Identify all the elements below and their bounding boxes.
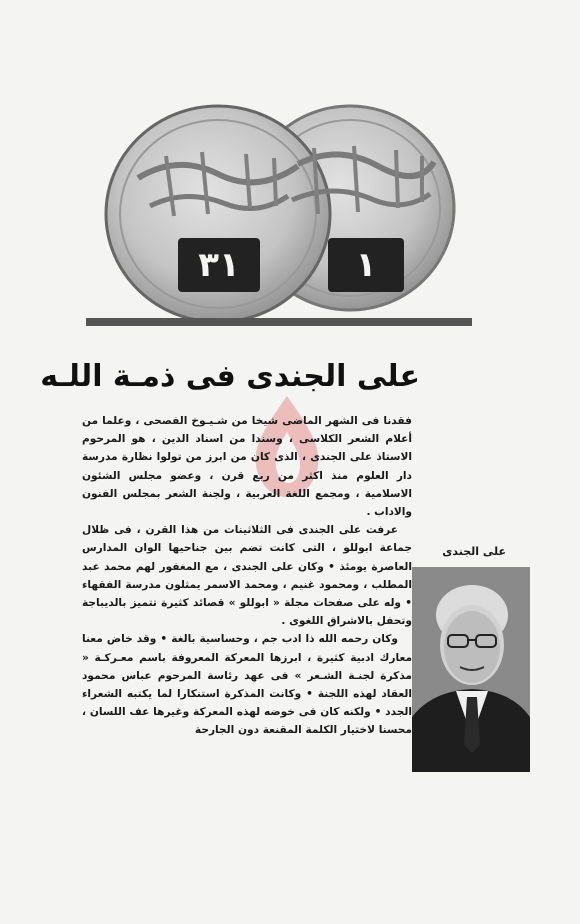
article-body	[82, 412, 412, 740]
paragraph: فقدنا فى الشهر الماضى شيخا من شـيـوخ الفصحى ، وعلما من أعلام الشعر الكلاسى ، وسندا من اسناد الدين ، هو المرحوم الاستاذ على الجندى ، الذى كان من ابرز من تولوا نظارة مدرسة دار العلوم منذ اكثر من ربع قرن ، وعضو مجلس الشئون الاسلامية ، ومجمع اللغة العربية ، ولجنة الشعر بمجلس الفنون والاداب .	[82, 415, 412, 519]
paragraph: عرفت على الجندى فى الثلاثينات من هذا القرن ، فى ظلال جماعة ابوللو ، التى كانت تضم بين جناحيها الوان المدارس العاصرة يومئذ • وكان على الجندى ، مع المغفور لهم محمد عبد المطلب ، ومحمود غنيم ، ومحمد الاسمر يمثلون مدرسة الفقهاء • وله على صفحات مجلة « ابوللو » قصائد كثيرة تتميز بالديباجة وتحفل بالاشراق اللغوى .	[82, 524, 412, 628]
article-headline: على الجندى فى ذمـة اللـه	[40, 359, 420, 394]
coins-emblem	[78, 96, 474, 336]
issue-number-right: ١	[355, 245, 377, 285]
paragraph: وكان رحمه الله ذا ادب جم ، وحساسية بالغة • وقد خاض معنا معارك ادبية كثيرة ، ابرزها المعركة المعروفة باسم معـركـة « مذكرة لجنـة الشـعر » فى عهد رئاسة المرحوم عباس محمود العقاد لهذه اللجنة • وكانت المذكرة استنكارا لما يكتبه الشعراء الجدد • ولكنه كان فى خوضه لهذه المعركة وغيرها عف اللسان ، محسنا لاختيار الكلمة المقنعة دون الجارحة	[82, 633, 412, 737]
portrait-image	[412, 567, 530, 772]
photo-caption: على الجندى	[442, 545, 506, 558]
coin-emblem-icon	[78, 96, 474, 336]
issue-number-left: ٣١	[198, 245, 240, 285]
